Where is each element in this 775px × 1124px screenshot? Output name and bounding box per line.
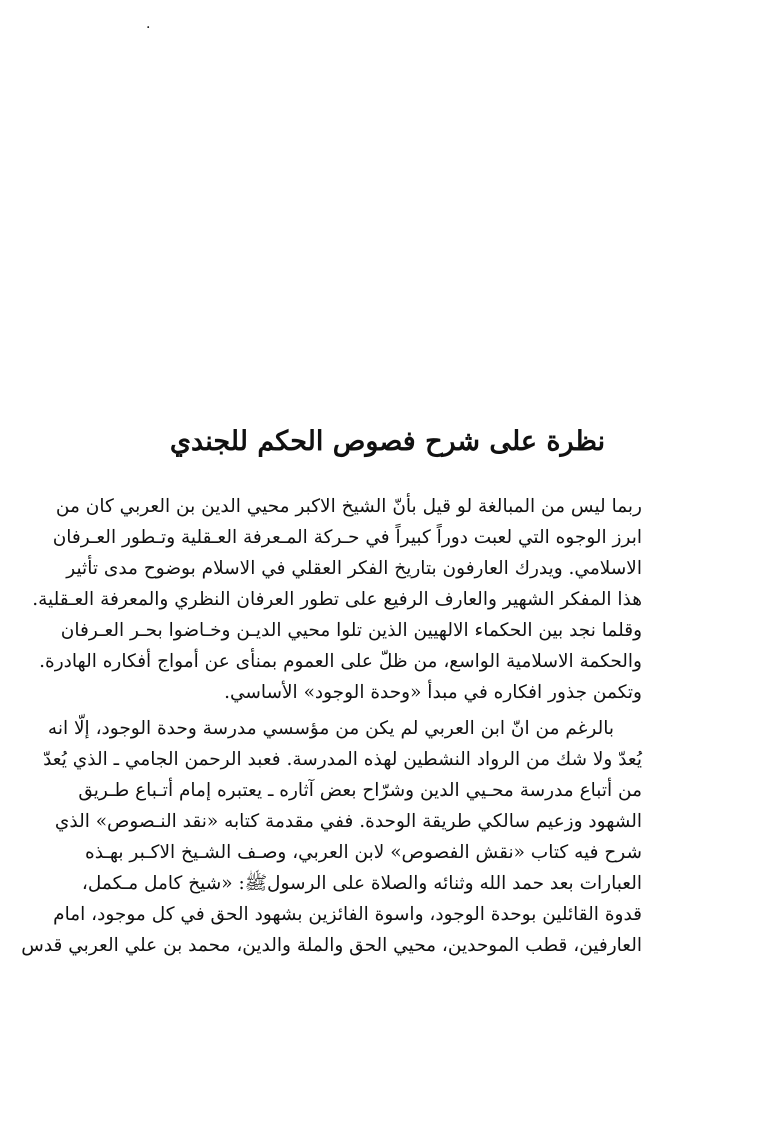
text-line: العبارات بعد حمد الله وثنائه والصلاة على الرسولﷺ: «شيخ كامل مـكمل، [81,873,642,894]
text-line: وتكمن جذور افكاره في مبدأ «وحدة الوجود» الأساسي. [224,682,642,703]
text-line: قدوة القائلين بوحدة الوجود، واسوة الفائزين بشهود الحق في كل موجود، امام [53,904,642,925]
text-line: يُعدّ ولا شك من الرواد النشطين لهذه المدرسة. فعبد الرحمن الجامي ـ الذي يُعدّ [43,749,642,770]
text-line: ابرز الوجوه التي لعبت دوراً كبيراً في حـركة المـعرفة العـقلية وتـطور العـرفان [52,527,642,548]
text-line: هذا المفكر الشهير والعارف الرفيع على تطور العرفان النظري والمعرفة العـقلية. [32,589,642,610]
text-line: الشهود وزعيم سالكي طريقة الوحدة. ففي مقدمة كتابه «نقد النـصوص» الذي [54,811,642,832]
text-line: بالرغم من انّ ابن العربي لم يكن من مؤسسي مدرسة وحدة الوجود، إلّا انه [47,718,614,739]
page-title: نظرة على شرح فصوص الحكم للجندي [169,426,606,457]
text-line: وقلما نجد بين الحكماء الالهيين الذين تلوا محيي الديـن وخـاضوا بحـر العـرفان [60,620,642,641]
text-line: ربما ليس من المبالغة لو قيل بأنّ الشيخ الاكبر محيي الدين بن العربي كان من [55,496,642,517]
text-line: من أتباع مدرسة محـيي الدين وشرّاح بعض آثاره ـ يعتبره إمام أتـباع طـريق [78,780,642,801]
text-line: العارفين، قطب الموحدين، محيي الحق والملة والدين، محمد بن علي العربي قدس [21,935,642,956]
text-line: شرح فيه كتاب «نقش الفصوص» لابن العربي، وصـف الشـيخ الاكـبر بهـذه [85,842,642,863]
paragraph-1 [32,491,642,708]
paragraph-2 [21,713,642,961]
page-mark: · [146,20,151,36]
text-line: والحكمة الاسلامية الواسع، من ظلّ على العموم بمنأى عن أمواج أفكاره الهادرة. [39,651,642,672]
text-line: الاسلامي. ويدرك العارفون بتاريخ الفكر العقلي في الاسلام بوضوح مدى تأثير [66,558,642,579]
body-text [21,491,642,961]
